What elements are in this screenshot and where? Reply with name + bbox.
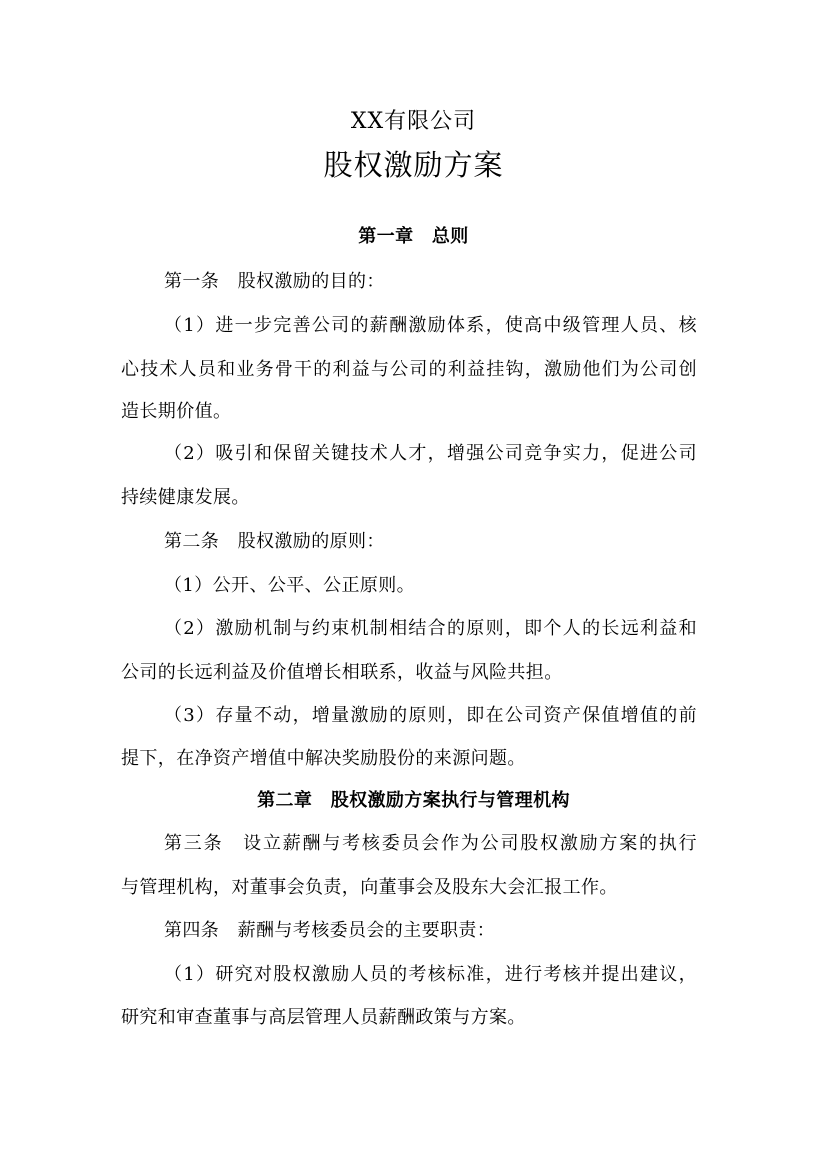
document-title: 股权激励方案 — [323, 148, 504, 182]
article-1-heading: 第一条 股权激励的目的： — [164, 271, 385, 292]
article-2-item-2-line-2: 公司的长远利益及价值增长相联系，收益与风险共担。 — [121, 662, 563, 683]
article-4-heading: 第四条 薪酬与考核委员会的主要职责： — [164, 920, 496, 941]
article-4-item-1-line-2: 研究和审查董事与高层管理人员薪酬政策与方案。 — [121, 1007, 526, 1028]
article-2-item-3-line-1: （3）存量不动，增量激励的原则，即在公司资产保值增值的前 — [164, 705, 697, 726]
article-3-line-1: 第三条 设立薪酬与考核委员会作为公司股权激励方案的执行 — [164, 833, 697, 854]
chapter-1-heading: 第一章 总则 — [358, 226, 469, 247]
article-2-heading: 第二条 股权激励的原则： — [164, 531, 385, 552]
article-4-item-1-line-1: （1）研究对股权激励人员的考核标准，进行考核并提出建议， — [164, 964, 697, 985]
article-1-item-1-line-1: （1）进一步完善公司的薪酬激励体系，使高中级管理人员、核 — [164, 315, 697, 336]
article-2-item-2-line-1: （2）激励机制与约束机制相结合的原则，即个人的长远利益和 — [164, 618, 697, 639]
article-2-item-3-line-2: 提下，在净资产增值中解决奖励股份的来源问题。 — [121, 748, 526, 769]
article-1-item-1-line-3: 造长期价值。 — [121, 401, 232, 422]
article-3-line-2: 与管理机构，对董事会负责，向董事会及股东大会汇报工作。 — [121, 877, 618, 898]
article-1-item-2-line-2: 持续健康发展。 — [121, 487, 250, 508]
company-name: XX有限公司 — [350, 109, 477, 134]
article-1-item-2-line-1: （2）吸引和保留关键技术人才，增强公司竞争实力，促进公司 — [164, 443, 697, 464]
article-2-item-1-line-1: （1）公开、公平、公正原则。 — [164, 575, 416, 596]
chapter-2-heading: 第二章 股权激励方案执行与管理机构 — [257, 790, 570, 811]
article-1-item-1-line-2: 心技术人员和业务骨干的利益与公司的利益挂钩，激励他们为公司创 — [121, 359, 697, 380]
